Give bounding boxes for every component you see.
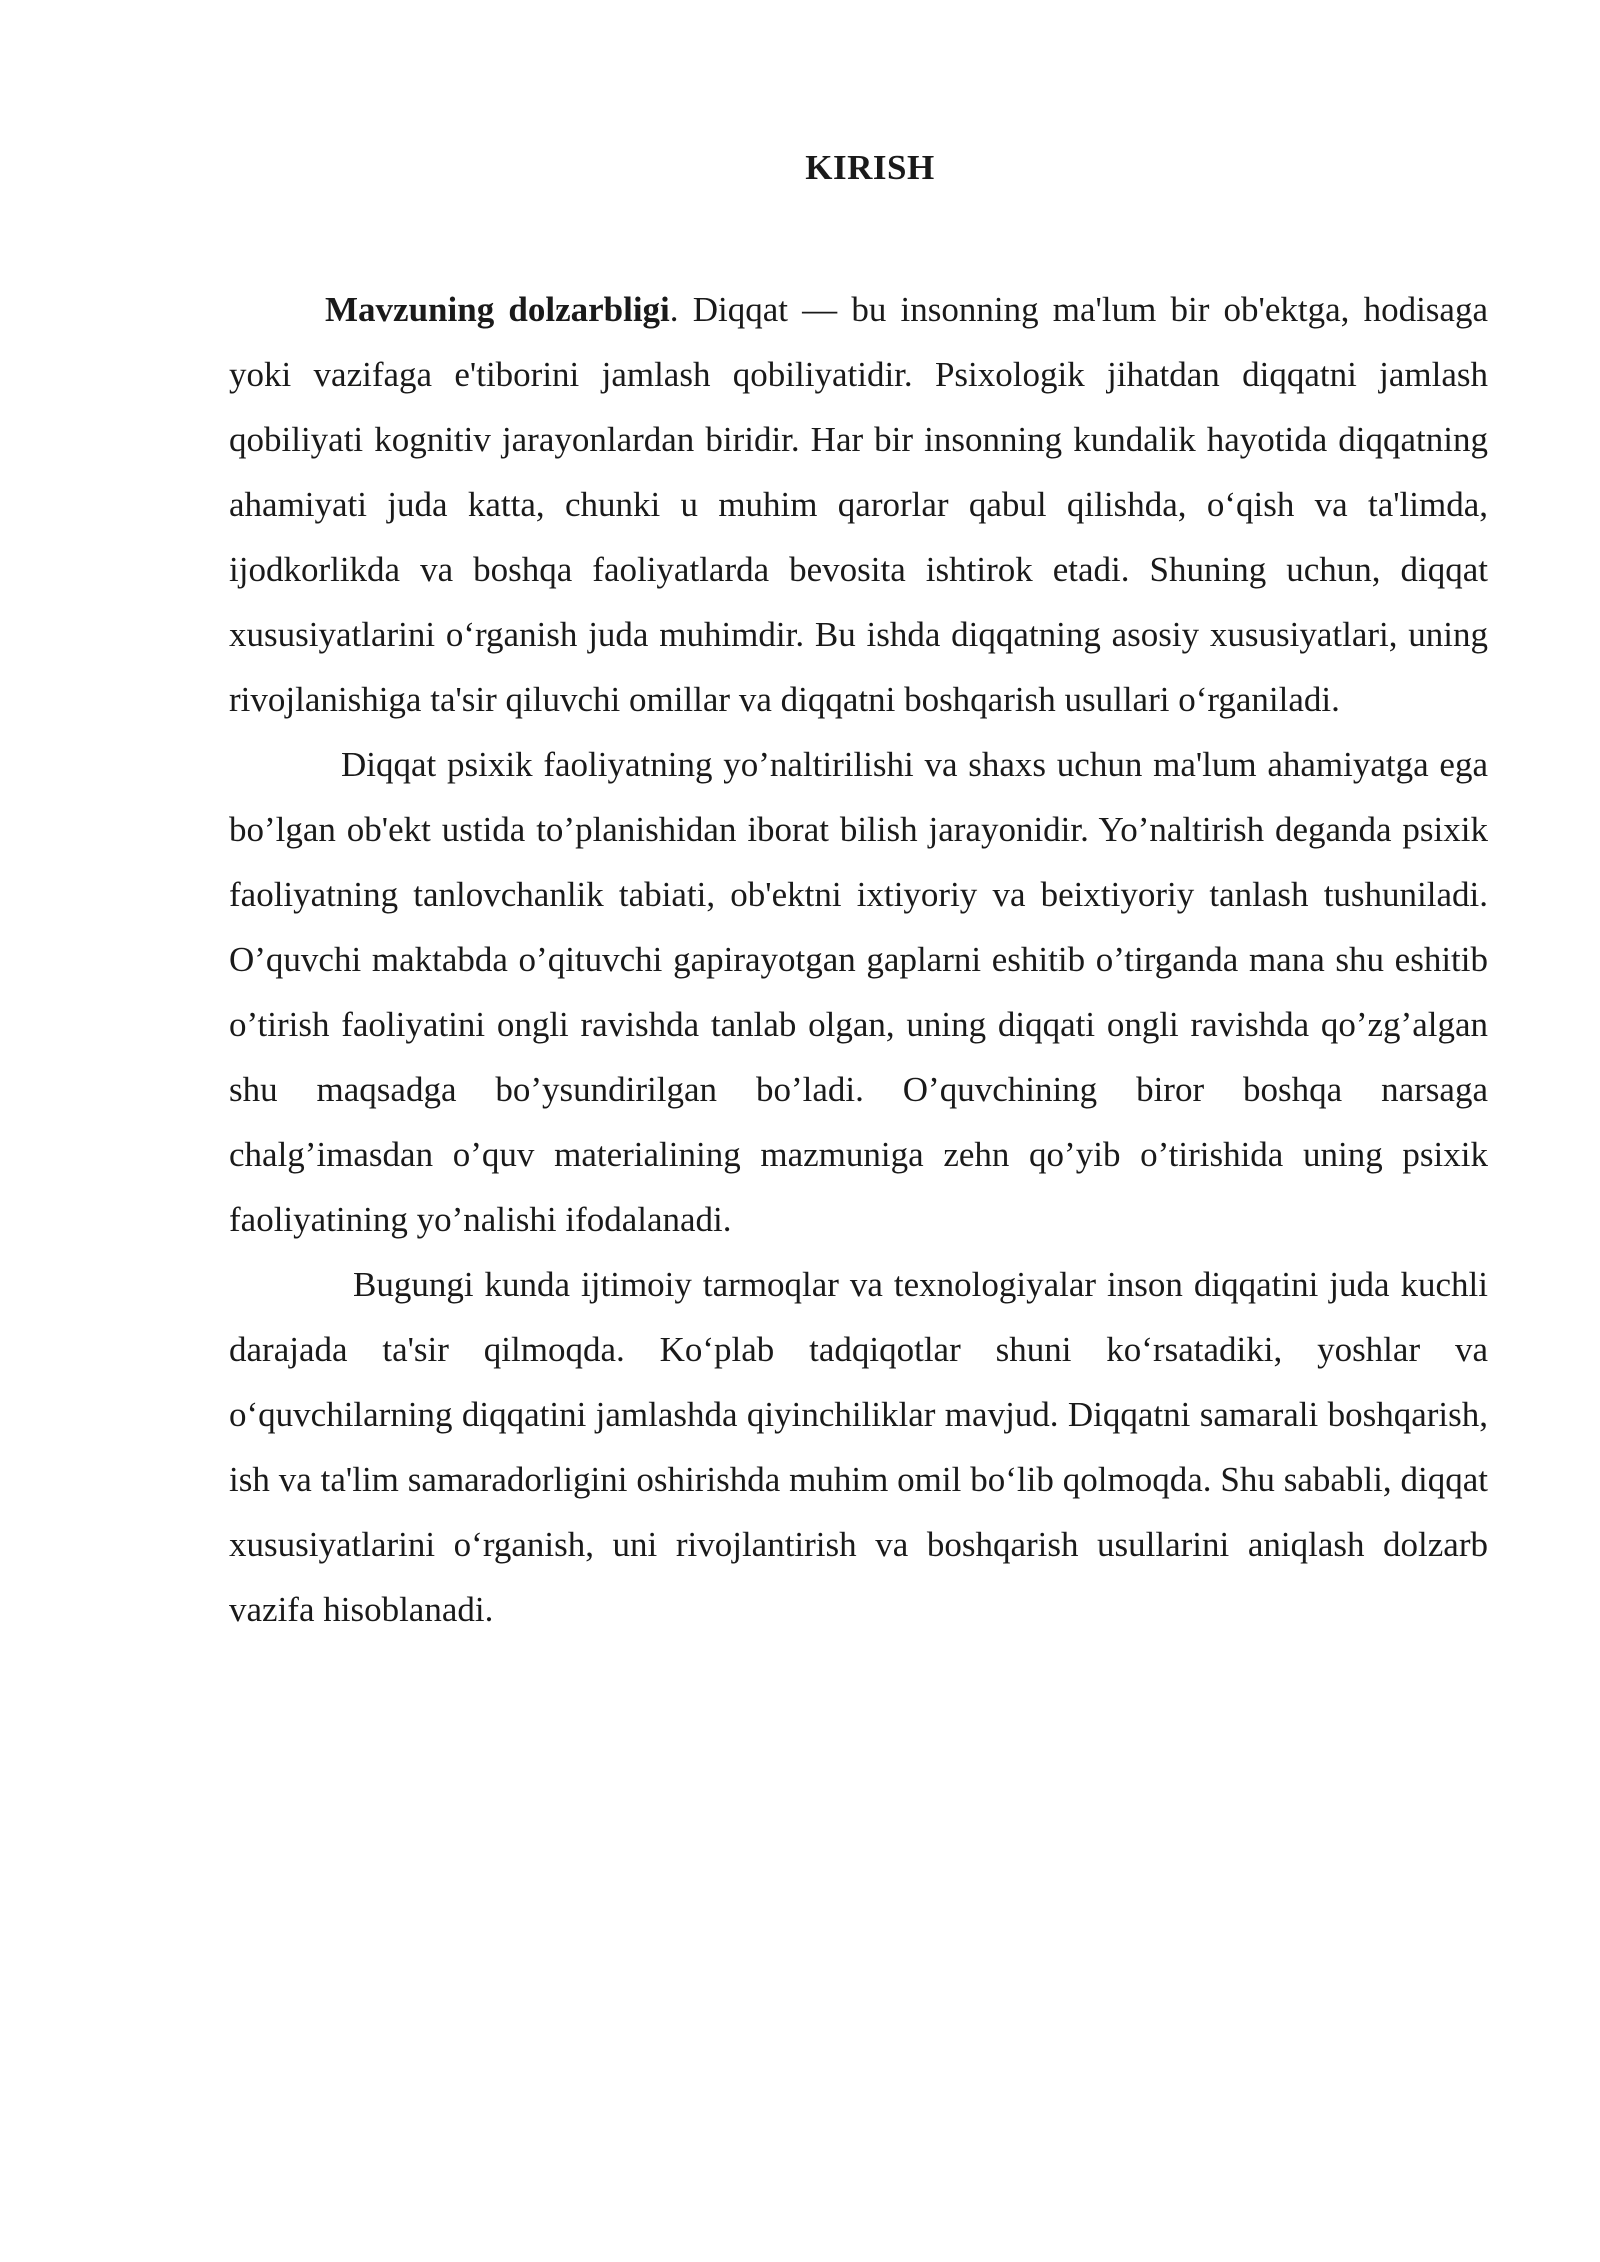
document-body [229, 277, 1488, 1642]
paragraph-attention-definition: Diqqat psixik faoliyatning yo’naltirilishi va shaxs uchun ma'lum ahamiyatga ega bo’lgan ob'ekt ustida to’planishidan iborat bilish jarayonidir. Yo’naltirish deganda psixik faoliyatning tanlovchanlik tabiati, ob'ektni ixtiyoriy va beixtiyoriy tanlash tushuniladi. O’quvchi maktabda o’qituvchi gapirayotgan gaplarni eshitib o’tirganda mana shu eshitib o’tirish faoliyatini ongli ravishda tanlab olgan, uning diqqati ongli ravishda qo’zg’algan shu maqsadga bo’ysundirilgan bo’ladi. O’quvchining biror boshqa narsaga chalg’imasdan o’quv materialining mazmuniga zehn qo’yib o’tirishida uning psixik faoliyatining yo’nalishi ifodalanadi. [229, 745, 1488, 1239]
page-title: KIRISH [805, 148, 935, 187]
paragraph-text: . Diqqat — bu insonning ma'lum bir ob'ektga, hodisaga yoki vazifaga e'tiborini jamlash qobiliyatidir. Psixologik jihatdan diqqatni jamlash qobiliyati kognitiv jarayonlardan biridir. Har bir insonning kundalik hayotida diqqatning ahamiyati juda katta, chunki u muhim qarorlar qabul qilishda, o‘qish va ta'limda, ijodkorlikda va boshqa faoliyatlarda bevosita ishtirok etadi. Shuning uchun, diqqat xususiyatlarini o‘rganish juda muhimdir. Bu ishda diqqatning asosiy xususiyatlari, uning rivojlanishiga ta'sir qiluvchi omillar va diqqatni boshqarish usullari o‘rganiladi. [229, 290, 1489, 719]
paragraph-relevance [229, 277, 1488, 732]
paragraph-lead-heading: Mavzuning dolzarbligi [325, 290, 670, 329]
paragraph-modern-context: Bugungi kunda ijtimoiy tarmoqlar va texnologiyalar inson diqqatini juda kuchli darajada ta'sir qilmoqda. Ko‘plab tadqiqotlar shuni ko‘rsatadiki, yoshlar va o‘quvchilarning diqqatini jamlashda qiyinchiliklar mavjud. Diqqatni samarali boshqarish, ish va ta'lim samaradorligini oshirishda muhim omil bo‘lib qolmoqda. Shu sababli, diqqat xususiyatlarini o‘rganish, uni rivojlantirish va boshqarish usullarini aniqlash dolzarb vazifa hisoblanadi. [229, 1265, 1488, 1629]
